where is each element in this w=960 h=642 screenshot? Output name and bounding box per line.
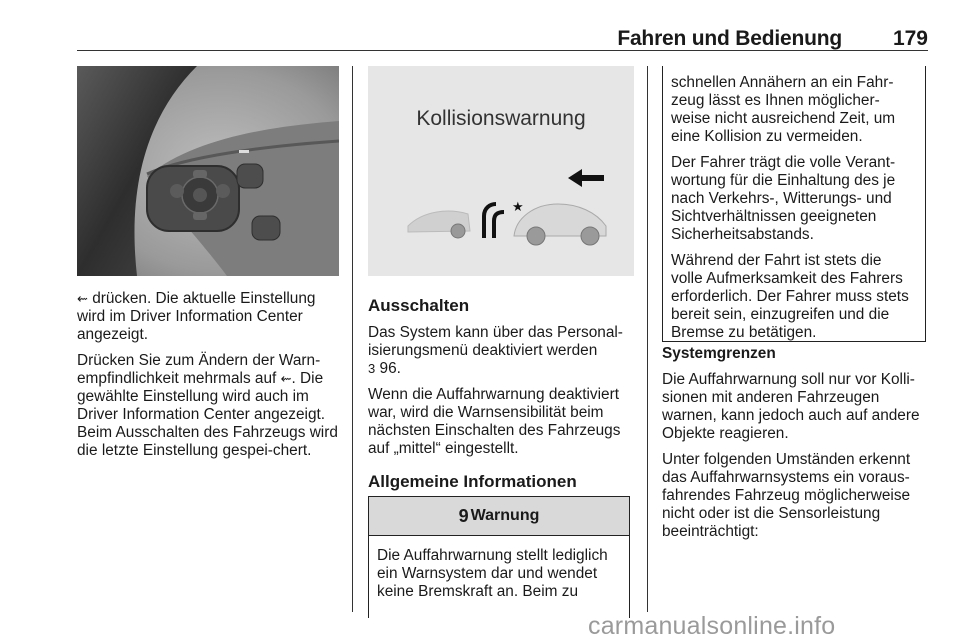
paragraph: Unter folgenden Umständen erkennt das Auffahrwarnsystems ein voraus-fahrendes Fahrzeug möglicherweise nicht oder ist die Sensorleistung beeinträchtigt: [662,451,911,540]
paragraph [77,290,339,344]
column-right [662,345,928,549]
paragraph [77,352,339,460]
heading-systemgrenzen: Systemgrenzen [662,345,776,362]
warning-title: Warnung [470,507,540,524]
svg-text:★: ★ [512,200,524,215]
warning-header [369,497,629,536]
page-reference-icon: 3 [368,361,376,376]
paragraph: Wenn die Auffahrwarnung deaktiviert war, wird die Warnsensibilität beim nächsten Einschalten des Fahrzeugs auf „mittel“ eingestellt. [368,386,621,457]
paragraph: Während der Fahrt ist stets die volle Aufmerksamkeit des Fahrers erforderlich. Der Fahrer muss stets bereit sein, einzugreifen und die Bremse zu betätigen. [671,252,909,341]
column-divider-2 [647,66,648,612]
heading-allgemeine-informationen: Allgemeine Informationen [368,472,577,491]
page-number: 179 [892,27,928,50]
section-title: Fahren und Bedienung [617,27,842,50]
column-middle [368,290,634,500]
paragraph-text: . Die gewählte Einstellung wird auch im Driver Information Center angezeigt. Beim Ausschalten des Fahrzeugs wird die letzte Einstellung gespei-chert. [77,370,338,459]
column-left [77,290,339,468]
paragraph: schnellen Annähern an ein Fahr-zeug lässt es Ihnen möglicher-weise nicht ausreichend Zeit, um eine Kollision zu vermeiden. [671,74,896,145]
column-divider-1 [352,66,353,612]
collision-warning-illustration [368,66,634,276]
paragraph-text: Drücken Sie zum Ändern der Warn-empfindlichkeit mehrmals auf [77,352,321,387]
vehicle-distance-icon: ⇜ [77,291,88,306]
heading-ausschalten: Ausschalten [368,296,470,315]
warning-triangle-icon: 9 [458,505,469,526]
paragraph [368,324,634,378]
warning-text: Die Auffahrwarnung stellt lediglich ein Warnsystem dar und wendet keine Bremskraft an. Beim zu [377,547,608,600]
paragraph: Die Auffahrwarnung soll nur vor Kolli-sionen mit anderen Fahrzeugen warnen, kann jedoch auch auf andere Objekte reagieren. [662,371,920,442]
vehicle-distance-icon: ⇜ [280,371,292,386]
page-reference[interactable]: 96. [375,360,401,377]
warning-box-continued [662,66,926,342]
paragraph-text: Das System kann über das Personal-isierungsmenü deaktiviert werden [368,324,623,359]
steering-wheel-photo [77,66,339,276]
paragraph-text: drücken. Die aktuelle Einstellung wird im Driver Information Center angezeigt. [77,290,316,343]
watermark: carmanualsonline.info [588,612,836,640]
paragraph: Der Fahrer trägt die volle Verant-wortung für die Einhaltung des je nach Verkehrs-, Witterungs- und Sichtverhältnissen geeigneten Sicherheitsabstands. [671,154,896,243]
header-divider [77,50,928,51]
warning-box [368,496,630,618]
illustration-title: Kollisionswarnung [416,107,586,130]
